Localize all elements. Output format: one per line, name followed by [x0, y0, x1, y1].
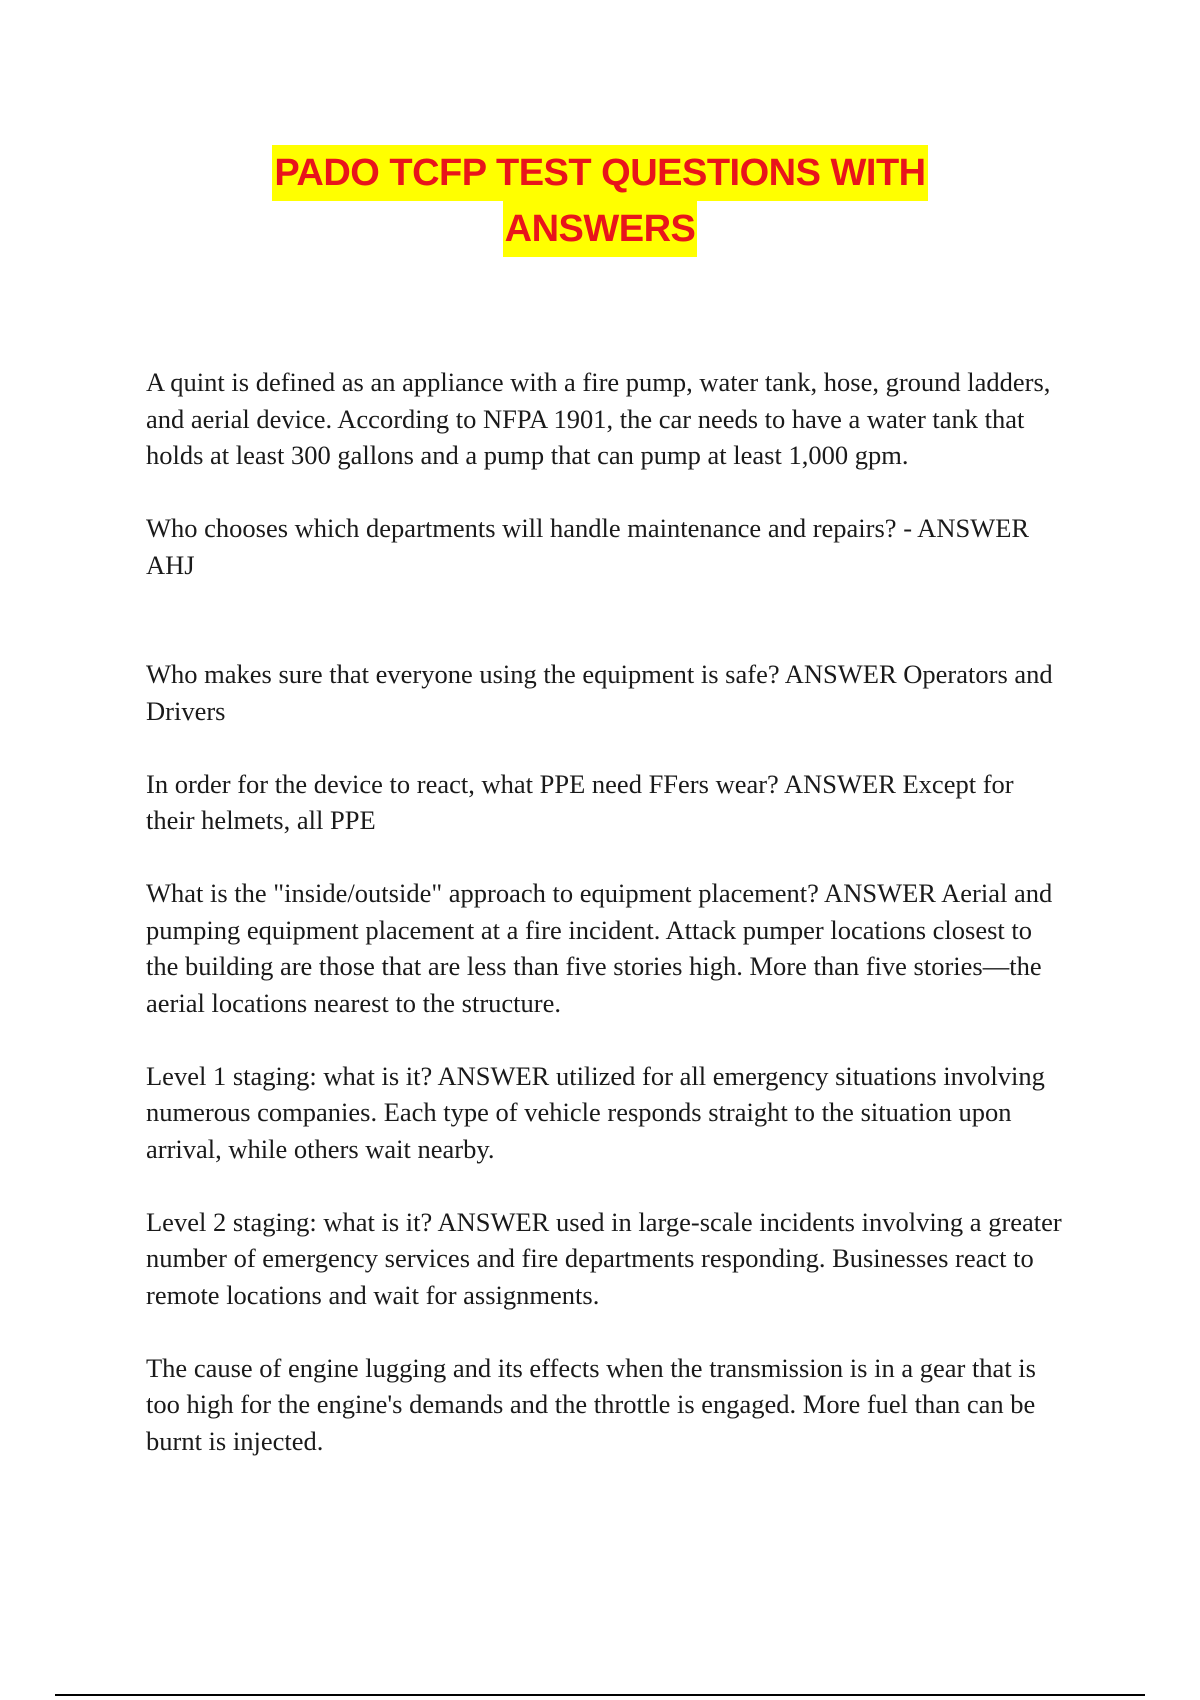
- footer-divider: [55, 1694, 1145, 1696]
- question-level-1-staging: Level 1 staging: what is it? ANSWER utilized for all emergency situations involving numerous companies. Each type of vehicle responds straight to the situation upon arrival, while others wait nearby.: [146, 1060, 1045, 1164]
- question-equipment-safety: Who makes sure that everyone using the equipment is safe? ANSWER Operators and Drivers: [146, 659, 1053, 726]
- title-line-2: ANSWERS: [503, 201, 698, 257]
- question-maintenance-repairs: Who chooses which departments will handle maintenance and repairs? - ANSWER AHJ: [146, 513, 1030, 580]
- question-ppe: In order for the device to react, what PPE need FFers wear? ANSWER Except for their helmets, all PPE: [146, 768, 1014, 835]
- paragraph-quint-definition: A quint is defined as an appliance with a fire pump, water tank, hose, ground ladders, and aerial device. According to NFPA 1901, the car needs to have a water tank that holds at least 300 gallons and a pump that can pump at least 1,000 gpm.: [146, 367, 1051, 470]
- title-line-1: PADO TCFP TEST QUESTIONS WITH: [272, 145, 927, 201]
- question-engine-lugging: The cause of engine lugging and its effects when the transmission is in a gear that is too high for the engine's demands and the throttle is engaged. More fuel than can be burnt is injected.: [146, 1352, 1036, 1456]
- document-title: [0, 145, 1200, 257]
- question-level-2-staging: Level 2 staging: what is it? ANSWER used in large-scale incidents involving a greater number of emergency services and fire departments responding. Businesses react to remote locations and wait for assignments.: [146, 1206, 1062, 1310]
- question-inside-outside: What is the "inside/outside" approach to equipment placement? ANSWER Aerial and pumping equipment placement at a fire incident. Attack pumper locations closest to the building are those that are less than five stories high. More than five stories—the aerial locations nearest to the structure.: [146, 878, 1053, 1018]
- document-body: [146, 364, 1066, 1496]
